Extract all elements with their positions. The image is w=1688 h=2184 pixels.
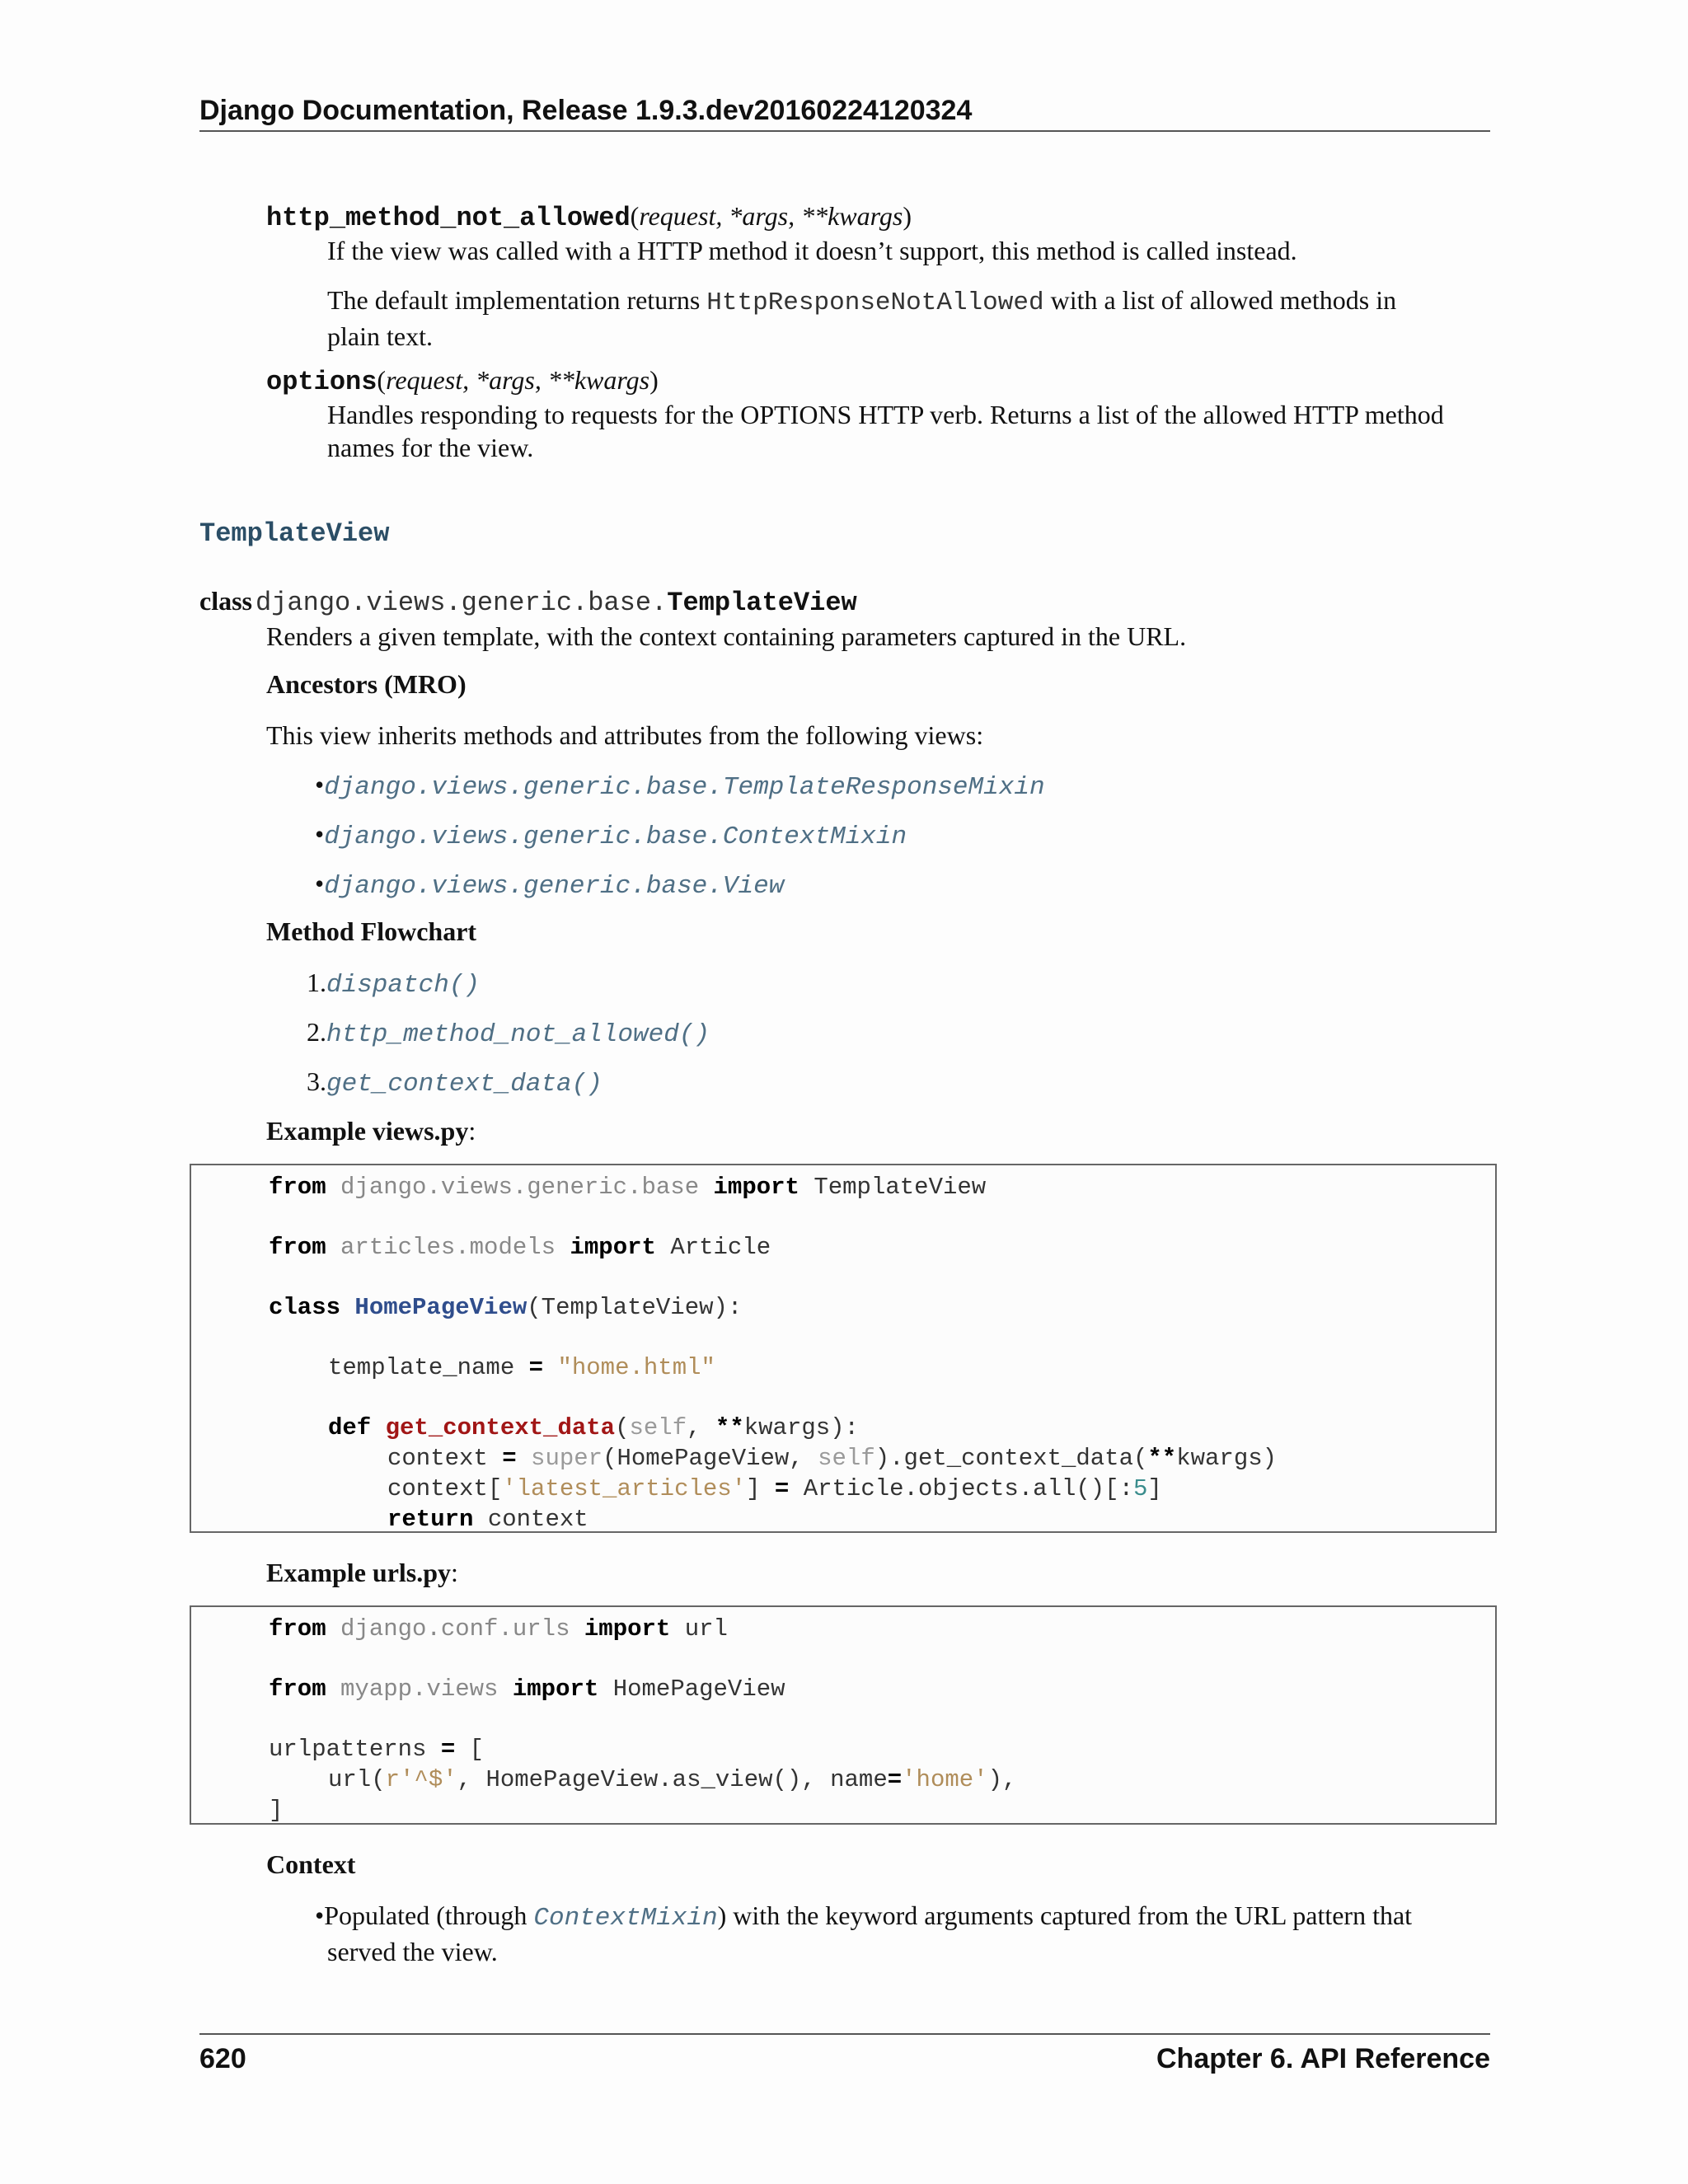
code-line: template_name = "home.html" (328, 1354, 715, 1381)
ancestor-item: •django.views.generic.base.View (315, 869, 785, 901)
ancestor-item: •django.views.generic.base.ContextMixin (315, 819, 907, 851)
inline-code: HttpResponseNotAllowed (706, 288, 1044, 317)
method-name: http_method_not_allowed (266, 203, 631, 233)
class-path: django.views.generic.base. (256, 588, 668, 618)
code-line: def get_context_data(self, **kwargs): (328, 1414, 859, 1441)
class-description: Renders a given template, with the context containing parameters captured in the URL. (266, 621, 1187, 651)
code-line: urlpatterns = [ (269, 1736, 485, 1763)
page-header (199, 91, 1490, 132)
code-line: from django.views.generic.base import TemplateView (269, 1174, 987, 1201)
code-line: context['latest_articles'] = Article.objects.all()[:5] (387, 1475, 1162, 1502)
flowchart-link[interactable]: dispatch() (326, 971, 481, 1000)
ancestors-heading: Ancestors (MRO) (266, 669, 467, 699)
flowchart-link[interactable]: http_method_not_allowed() (326, 1020, 710, 1049)
header-title: Django Documentation, Release 1.9.3.dev20160224120324 (199, 95, 973, 126)
flowchart-item: 1.dispatch() (307, 968, 481, 1000)
class-signature (199, 586, 857, 618)
flowchart-item: 3.get_context_data() (307, 1066, 603, 1099)
context-item: •Populated (through ContextMixin) with the keyword arguments captured from the URL pattern that served the view. (315, 1900, 1413, 1966)
ancestors-intro: This view inherits methods and attributes from the following views: (266, 720, 984, 750)
flowchart-item: 2.http_method_not_allowed() (307, 1017, 710, 1049)
flowchart-heading: Method Flowchart (266, 916, 477, 946)
code-line: ] (269, 1797, 284, 1824)
ancestor-link[interactable]: django.views.generic.base.ContextMixin (324, 823, 907, 851)
code-line: from myapp.views import HomePageView (269, 1675, 785, 1703)
method-description-2: The default implementation returns HttpResponseNotAllowed with a list of allowed methods in plain text. (327, 285, 1397, 351)
code-block-urls (190, 1605, 1497, 1825)
ancestor-link[interactable]: django.views.generic.base.View (324, 872, 785, 901)
method-signature-http-method-not-allowed: http_method_not_allowed(request, *args, **kwargs) (266, 201, 912, 233)
example-views-heading: Example views.py: (266, 1116, 476, 1146)
flowchart-link[interactable]: get_context_data() (326, 1070, 603, 1099)
context-mixin-link[interactable]: ContextMixin (533, 1904, 718, 1933)
method-args: request, *args, **kwargs (386, 365, 650, 395)
page-footer (199, 2033, 1490, 2075)
class-keyword: class (199, 586, 252, 616)
ancestor-link[interactable]: django.views.generic.base.TemplateResponseMixin (324, 773, 1045, 802)
code-line: from articles.models import Article (269, 1234, 771, 1261)
example-urls-heading: Example urls.py: (266, 1558, 458, 1587)
page-number: 620 (199, 2043, 246, 2074)
method-signature-options: options(request, *args, **kwargs) (266, 365, 659, 397)
code-line: class HomePageView(TemplateView): (269, 1294, 743, 1321)
method-description: Handles responding to requests for the OPTIONS HTTP verb. Returns a list of the allowed HTTP method names for the view. (327, 400, 1444, 462)
method-description: If the view was called with a HTTP method it doesn’t support, this method is called instead. (327, 236, 1297, 265)
section-title[interactable]: TemplateView (199, 518, 390, 549)
chapter-title: Chapter 6. API Reference (1156, 2043, 1490, 2074)
method-args: request, *args, **kwargs (639, 201, 903, 231)
context-heading: Context (266, 1849, 356, 1879)
code-line: url(r'^$', HomePageView.as_view(), name='home'), (328, 1766, 1017, 1793)
class-name: TemplateView (667, 588, 857, 618)
method-name: options (266, 367, 377, 397)
ancestor-item: •django.views.generic.base.TemplateResponseMixin (315, 770, 1045, 802)
code-block-views (190, 1164, 1497, 1533)
code-line: context = super(HomePageView, self).get_context_data(**kwargs) (387, 1445, 1278, 1472)
code-line: return context (387, 1506, 588, 1533)
code-line: from django.conf.urls import url (269, 1615, 728, 1643)
